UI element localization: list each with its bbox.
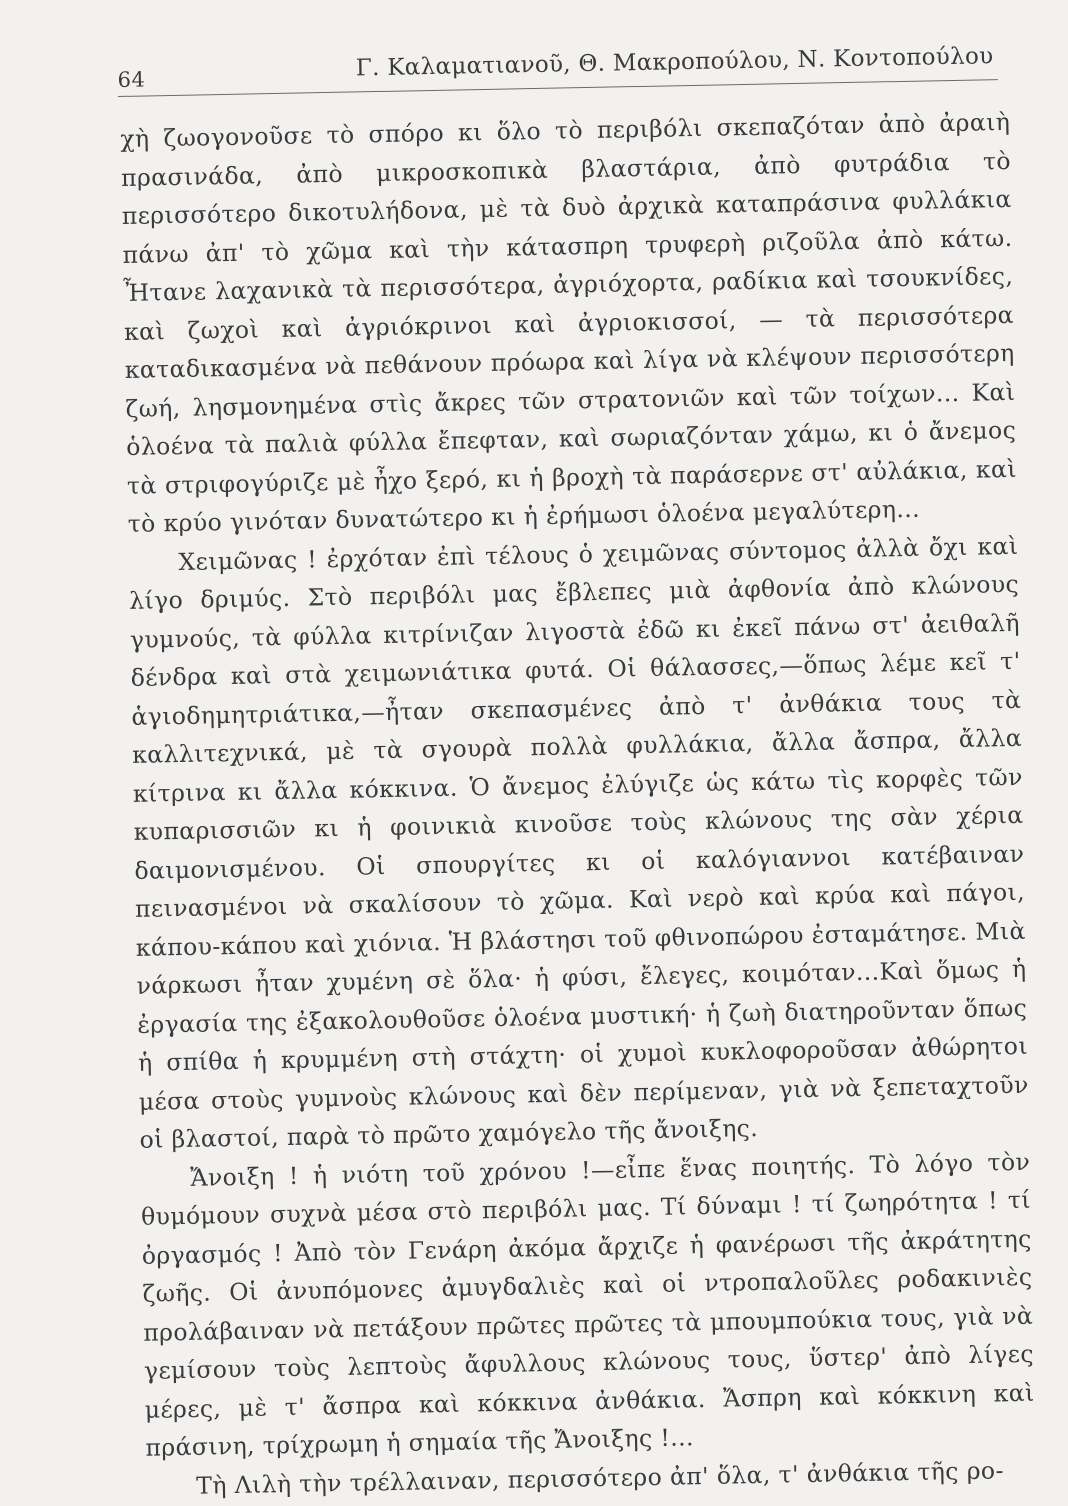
paragraph-4: Τὴ Λιλὴ τὴν τρέλλαιναν, περισσότερο ἀπ' ὅλα, τ' ἀνθάκια τῆς ρο- (195, 1455, 1005, 1500)
paragraph-1: χὴ ζωογονοῦσε τὸ σπόρο κι ὅλο τὸ περιβόλι σκεπαζόταν ἀπὸ ἀραιὴ πρασινάδα, ἀπὸ μικροσκοπικὰ βλαστάρια, ἀπὸ φυτράδια τὸ περισσότερο δικοτυλήδονα, μὲ τὰ δυὸ ἀρχικὰ καταπράσινα φυλλάκια πάνω ἀπ' τὸ χῶμα καὶ τὴν κάτασπρη τρυφερὴ ριζοῦλα ἀπὸ κάτω. Ἦτανε λαχανικὰ τὰ περισσότερα, ἀγριόχορτα, ραδίκια καὶ τσουκνίδες, καὶ ζωχοὶ καὶ ἀγριόκρινοι καὶ ἀγριοκισσοί, — τὰ περισσότερα καταδικασμένα νὰ πεθάνουν πρόωρα καὶ λίγα νὰ κλέψουν περισσότερη ζωή, λησμονημένα στὶς ἄκρες τῶν στρατονιῶν καὶ τῶν τοίχων... Καὶ ὁλοένα τὰ παλιὰ φύλλα ἔπεφταν, καὶ σωριαζόνταν χάμω, κι ὁ ἄνεμος τὰ στριφογύριζε μὲ ἦχο ξερό, κι ἡ βροχὴ τὰ παράσερνε στ' αὐλάκια, καὶ τὸ κρύο γινόταν δυνατώτερο κι ἡ ἐρήμωσι ὁλοένα μεγαλύτερη... (120, 107, 1018, 538)
page-header (117, 43, 998, 97)
page-number: 64 (117, 67, 146, 93)
running-head: Γ. Καλαματιανοῦ, Θ. Μακροπούλου, Ν. Κοντοπούλου (355, 43, 994, 82)
body-text (120, 103, 1036, 1506)
paragraph-2: Χειμῶνας ! ἐρχόταν ἐπὶ τέλους ὁ χειμῶνας σύντομος ἀλλὰ ὄχι καὶ λίγο δριμύς. Στὸ περιβόλι μας ἔβλεπες μιὰ ἀφθονία ἀπὸ κλώνους γυμνούς, τὰ φύλλα κιτρίνιζαν λιγοστὰ ἐδῶ κι ἐκεῖ πάνω στ' ἀειθαλῆ δένδρα καὶ στὰ χειμωνιάτικα φυτά. Οἱ θάλασσες,—ὅπως λέμε κεῖ τ' ἁγιοδημητριάτικα,—ἦταν σκεπασμένες ἀπὸ τ' ἀνθάκια τους τὰ καλλιτεχνικά, μὲ τὰ σγουρὰ πολλὰ φυλλάκια, ἄλλα ἄσπρα, ἄλλα κίτρινα κι ἄλλα κόκκινα. Ὁ ἄνεμος ἐλύγιζε ὡς κάτω τὶς κορφὲς τῶν κυπαρισσιῶν κι ἡ φοινικιὰ κινοῦσε τοὺς κλώνους της σὰν χέρια δαιμονισμένου. Οἱ σπουργίτες κι οἱ καλόγιαννοι κατέβαιναν πεινασμένοι νὰ σκαλίσουν τὸ χῶμα. Καὶ νερὸ καὶ κρύα καὶ πάγοι, κάπου-κάπου καὶ χιόνια. Ἡ βλάστησι τοῦ φθινοπώρου ἐσταμάτησε. Μιὰ νάρκωσι ἦταν χυμένη σὲ ὅλα· ἡ φύσι, ἔλεγες, κοιμόταν...Καὶ ὅμως ἡ ἐργασία της ἐξακολουθοῦσε ὁλοένα μυστική· ἡ ζωὴ διατηροῦνταν ὅπως ἡ σπίθα ἡ κρυμμένη στὴ στάχτη· οἱ χυμοὶ κυκλοφοροῦσαν ἀθώρητοι μέσα στοὺς γυμνοὺς κλώνους καὶ δὲν περίμεναν, γιὰ νὰ ξεπεταχτοῦν οἱ βλαστοί, παρὰ τὸ πρῶτο χαμόγελο τῆς ἄνοιξης. (128, 531, 1029, 1154)
paragraph-3: Ἄνοιξη ! ἡ νιότη τοῦ χρόνου !—εἶπε ἕνας ποιητής. Τὸ λόγο τὸν θυμόμουν συχνὰ μέσα στὸ περιβόλι μας. Τί δύναμι ! τί ζωηρότητα ! τί ὀργασμός ! Ἀπὸ τὸν Γενάρη ἀκόμα ἄρχιζε ἡ φανέρωσι τῆς ἀκράτητης ζωῆς. Οἱ ἀνυπόμονες ἀμυγδαλιὲς καὶ οἱ ντροπαλοῦλες ροδακινιὲς προλάβαιναν νὰ πετάξουν πρῶτες πρῶτες τὰ μπουμπούκια τους, γιὰ νὰ γεμίσουν τοὺς λεπτοὺς ἄφυλλους κλώνους τους, ὕστερ' ἀπὸ λίγες μέρες, μὲ τ' ἄσπρα καὶ κόκκινα ἀνθάκια. Ἄσπρη καὶ κόκκινη καὶ πράσινη, τρίχρωμη ἡ σημαία τῆς Ἄνοιξης !... (140, 1147, 1035, 1462)
